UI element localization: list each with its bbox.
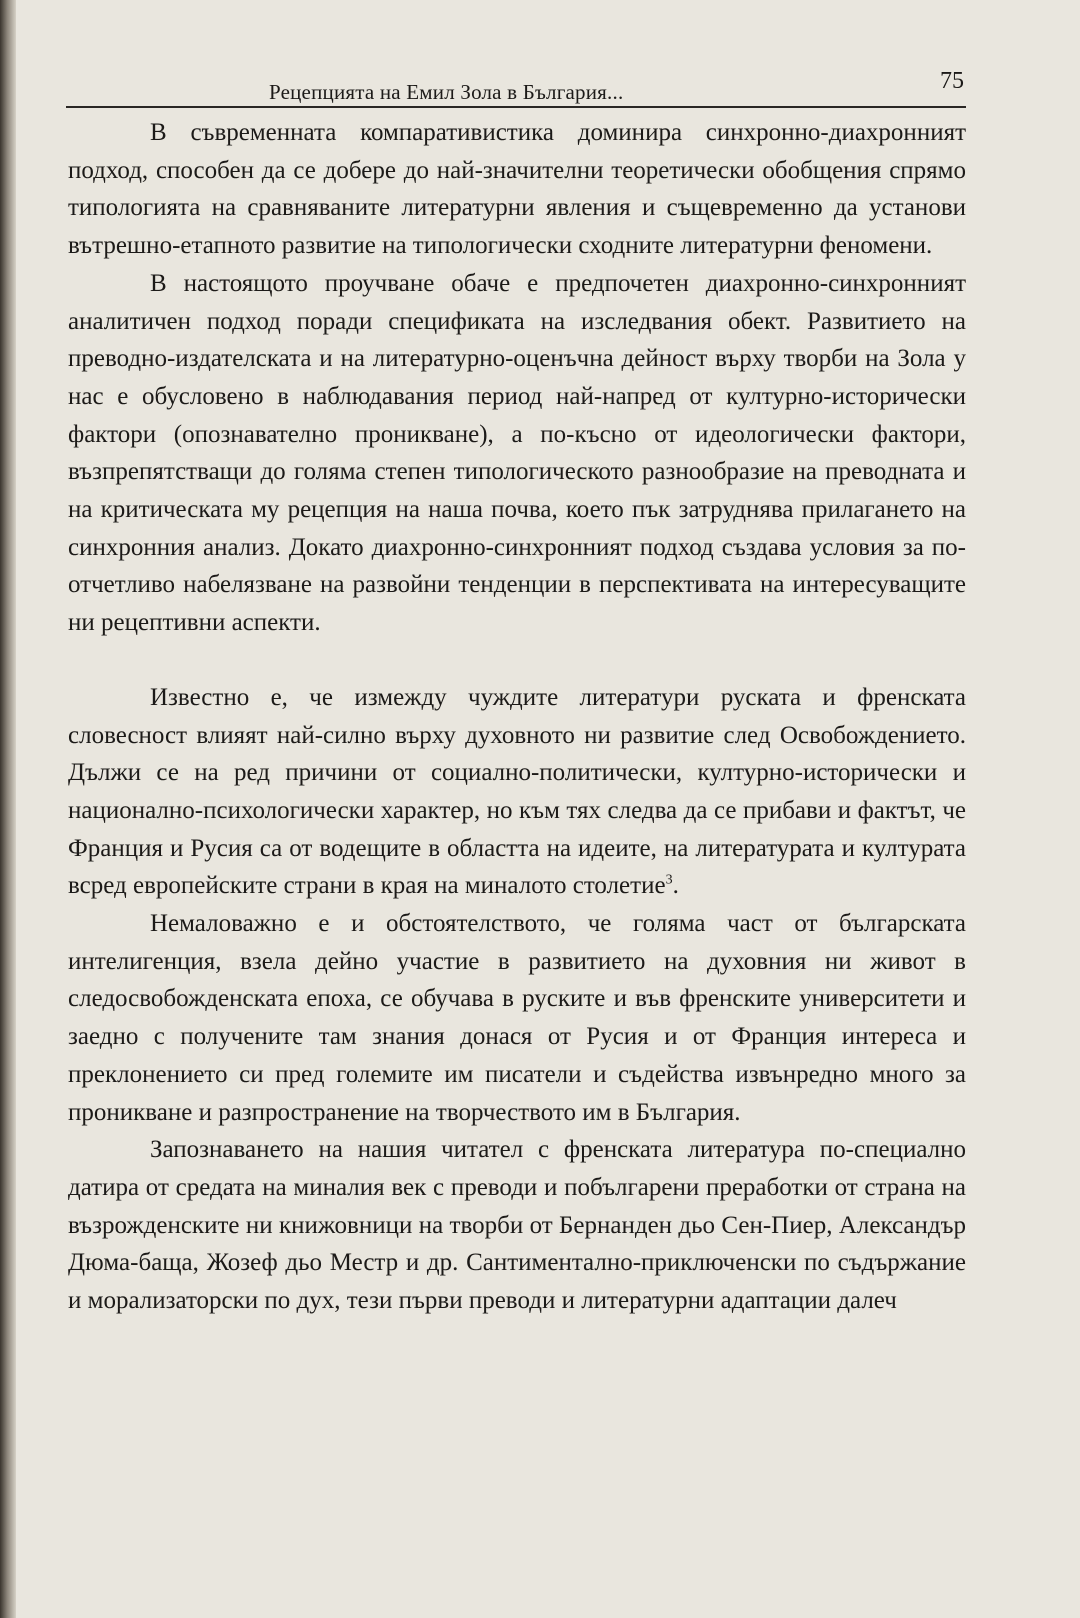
- paragraph-text: Немаловажно е и обстоятелството, че голяма част от българската интелигенция, взела дейно участие в развитието на духовния ни живот в следосвобожденската епоха, се обучава в руските и във френските университети и заедно с получените там знания донася от Русия и от Франция интереса и преклонението си пред големите им писатели и съдейства извънредно много за проникване и разпространение на творчеството им в България.: [68, 910, 966, 1126]
- paragraph-end-punctuation: .: [672, 872, 679, 900]
- paragraph-text: Известно е, че измежду чуждите литератури руската и френската словесност влияят най-силно върху духовното ни развитие след Освобождението. Дължи се на ред причини от социално-политически, културно-исторически и национално-психологически характер, но към тях следва да се прибави и фактът, че Франция и Русия са от водещите в областта на идеите, на литературата и културата всред европейските страни в края на миналото столетие: [68, 683, 966, 900]
- running-title: Рецепцията на Емил Зола в България...: [269, 80, 624, 104]
- footnote-marker: 3: [665, 873, 673, 889]
- book-spine-shadow: [0, 0, 16, 1618]
- page-number: 75: [940, 68, 964, 94]
- paragraph: [68, 679, 966, 905]
- paragraph-text: В съвременната компаративистика доминира синхронно-диахронният подход, способен да се добере до най-значителни теоретически обобщения спрямо типологията на сравняваните литературни явления и същевременно да установи вътрешно-етапното развитие на типологически сходните литературни феномени.: [68, 119, 966, 260]
- paragraph-text: Запознаването на нашия читател с френската литература по-специално датира от средата на миналия век с преводи и побългарени преработки от страна на възрожденските ни книжовници на творби от Бернанден дьо Сен-Пиер, Александър Дюма-баща, Жозеф дьо Местр и др. Сантиментално-приключенски по съдържание и морализаторски по дух, тези първи преводи и литературни адаптации далеч: [68, 1136, 966, 1315]
- paragraph-text: В настоящото проучване обаче е предпочетен диахронно-синхронният аналитичен подход поради спецификата на изследвания обект. Развитието на преводно-издателската и на литературно-оценъчна дейност върху творби на Зола у нас е обусловено в наблюдавания период най-напред от културно-исторически фактори (опознавателно проникване), а по-късно от идеологически фактори, възпрепятстващи до голяма степен типологическото разнообразие на преводната и на критическата му рецепция на наша почва, което пък затруднява прилагането на синхронния анализ. Докато диахронно-синхронният подход създава условия за по-отчетливо набелязване на развойни тенденции в перспективата на интересуващите ни рецептивни аспекти.: [68, 269, 966, 637]
- page-header: [66, 68, 966, 108]
- body-text: [68, 114, 966, 1320]
- paragraph: [68, 265, 966, 642]
- paragraph: [68, 905, 966, 1131]
- paragraph: [68, 1131, 966, 1320]
- paragraph: [68, 114, 966, 265]
